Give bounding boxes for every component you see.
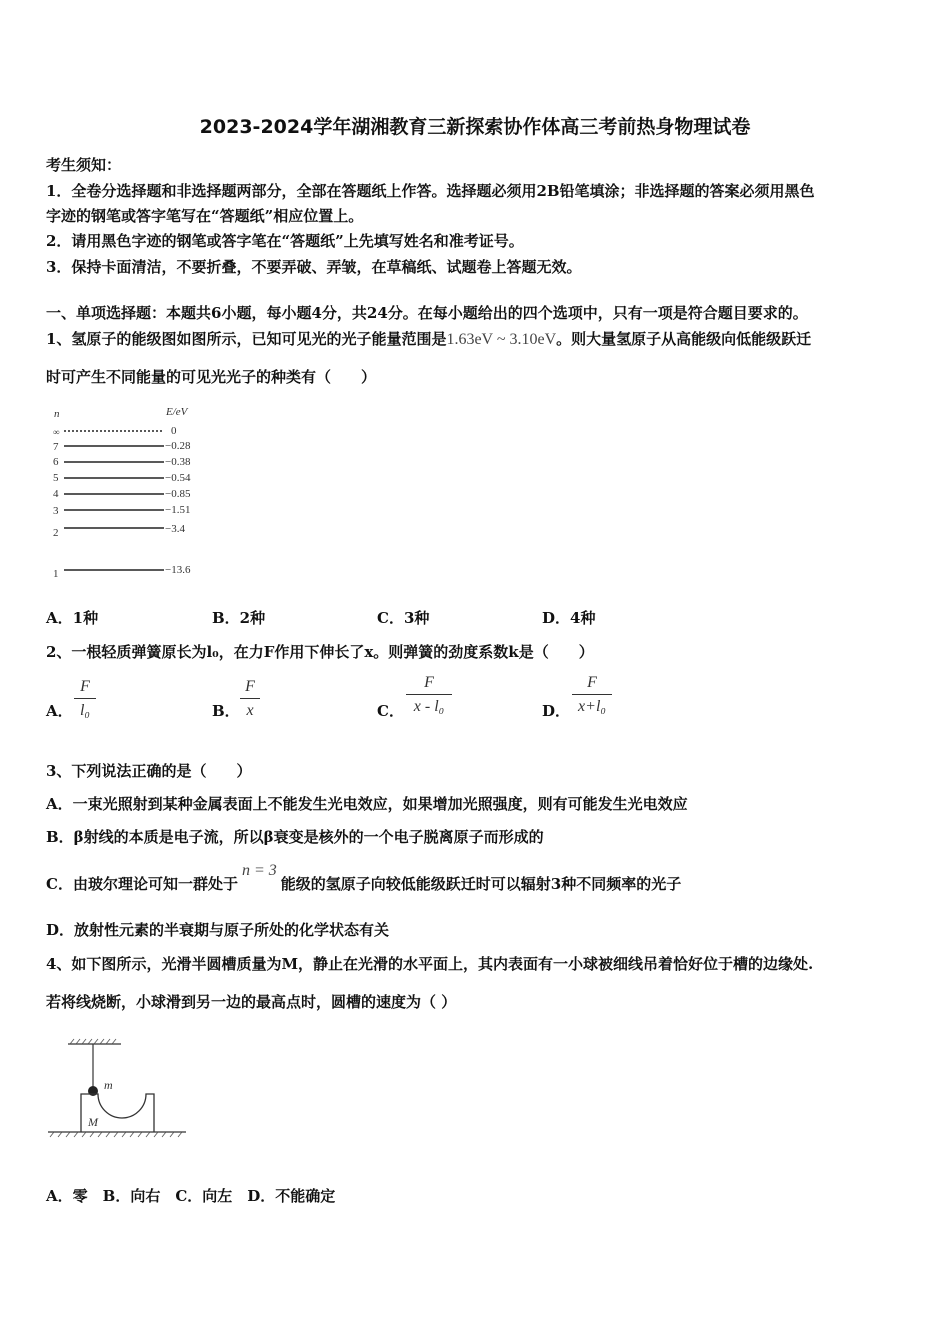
level-energy: −0.28 [165, 440, 191, 452]
notice-item: 字迹的钢笔或答字笔写在“答题纸”相应位置上。 [46, 207, 364, 225]
q4-stem-line2: 若将线烧断，小球滑到另一边的最高点时，圆槽的速度为（ ） [46, 993, 457, 1011]
q2-option-a-fraction [74, 678, 96, 720]
fraction-bar [240, 698, 260, 699]
q1-option-c: C．3种 [377, 609, 430, 627]
q2-option-b-fraction [240, 678, 260, 720]
q4-options: A．零 B．向右 C．向左 D．不能确定 [46, 1187, 336, 1205]
q2-option-d-label: D． [542, 702, 571, 720]
fraction-numerator: F [80, 678, 90, 695]
level-n: ∞ [53, 427, 60, 437]
level-3 [53, 504, 190, 517]
ball-mass-label: m [104, 1078, 113, 1092]
fraction-denominator: x - l₀ [413, 698, 445, 715]
level-inf [53, 425, 177, 437]
fraction-numerator: F [424, 674, 434, 691]
semicircle-groove-diagram [46, 1036, 191, 1140]
level-n: 2 [53, 527, 59, 539]
energy-axis-label: E/eV [166, 406, 188, 418]
level-energy: −0.85 [165, 488, 191, 500]
n-axis-label: n [54, 408, 60, 420]
q2-option-c-label: C． [377, 702, 404, 720]
notice-item: 1．全卷分选择题和非选择题两部分，全部在答题纸上作答。选择题必须用2B铅笔填涂；非选择题的答案必须用黑色 [46, 182, 815, 200]
q2-option-c-fraction [406, 674, 452, 716]
q3-option-b: B．β射线的本质是电子流，所以β衰变是核外的一个电子脱离原子而形成的 [46, 828, 544, 846]
q1-stem-a: 1、氢原子的能级图如图所示，已知可见光的光子能量范围是 [46, 330, 447, 348]
q4-stem-line1: 4、如下图所示，光滑半圆槽质量为M，静止在光滑的水平面上，其内表面有一小球被细线吊着恰好位于槽的边缘处. [46, 955, 814, 973]
q3-option-d: D．放射性元素的半衰期与原子所处的化学状态有关 [46, 921, 390, 939]
exam-title: 2023-2024学年湖湘教育三新探索协作体高三考前热身物理试卷 [199, 116, 751, 138]
level-1 [53, 564, 191, 580]
section-heading: 一、单项选择题：本题共6小题，每小题4分，共24分。在每小题给出的四个选项中，只有一项是符合题目要求的。 [46, 304, 808, 322]
level-energy: 0 [171, 425, 177, 437]
q2-option-d-fraction [572, 674, 612, 716]
q1-energy-range: 1.63eV ~ 3.10eV [446, 331, 557, 348]
level-7 [53, 440, 191, 453]
energy-level-diagram [46, 400, 216, 588]
q2-option-a-label: A． [46, 702, 73, 720]
groove-mass-label: M [88, 1115, 98, 1129]
q3-stem: 3、下列说法正确的是（ ） [46, 762, 252, 780]
level-energy: −0.38 [165, 456, 191, 468]
level-energy: −13.6 [165, 564, 191, 576]
q3-option-c-pre: C．由玻尔理论可知一群处于 [46, 875, 238, 893]
q1-stem [46, 328, 811, 349]
q3-option-a: A．一束光照射到某种金属表面上不能发生光电效应，如果增加光照强度，则有可能发生光电效应 [46, 795, 688, 813]
q1-option-d: D．4种 [542, 609, 596, 627]
level-n: 5 [53, 472, 59, 484]
fraction-denominator: x+l₀ [578, 698, 606, 715]
level-energy: −1.51 [165, 504, 191, 516]
fraction-numerator: F [587, 674, 597, 691]
level-energy: −0.54 [165, 472, 191, 484]
level-4 [53, 488, 191, 500]
notice-heading: 考生须知： [46, 156, 122, 174]
q1-option-a: A．1种 [46, 609, 99, 627]
q2-option-b-label: B． [212, 702, 240, 720]
level-energy: −3.4 [165, 523, 185, 535]
q1-option-b: B．2种 [212, 609, 266, 627]
q3-option-c [46, 862, 682, 894]
q3-option-c-post: 能级的氢原子向较低能级跃迁时可以辐射3种不同频率的光子 [280, 875, 682, 893]
fraction-denominator: x [246, 702, 254, 719]
level-2 [53, 523, 185, 539]
q3-option-c-math: n = 3 [241, 862, 277, 879]
level-5 [53, 472, 191, 484]
fraction-bar [406, 694, 452, 695]
fraction-denominator: l₀ [79, 702, 90, 719]
notice-item: 2．请用黑色字迹的钢笔或答字笔在“答题纸”上先填写姓名和准考证号。 [46, 232, 524, 250]
q1-stem-line2: 时可产生不同能量的可见光光子的种类有（ ） [46, 368, 377, 386]
fraction-numerator: F [245, 678, 255, 695]
level-n: 3 [53, 505, 59, 517]
level-n: 1 [53, 568, 59, 580]
level-6 [53, 456, 191, 468]
fraction-bar [74, 698, 96, 699]
fraction-bar [572, 694, 612, 695]
q1-stem-b: 。则大量氢原子从高能级向低能级跃迁 [556, 330, 812, 348]
notice-item: 3．保持卡面清洁，不要折叠，不要弄破、弄皱，在草稿纸、试题卷上答题无效。 [46, 258, 582, 276]
level-n: 4 [53, 488, 59, 500]
level-n: 7 [53, 441, 59, 453]
level-n: 6 [53, 456, 59, 468]
q2-stem: 2、一根轻质弹簧原长为l₀，在力F作用下伸长了x。则弹簧的劲度系数k是（ ） [46, 643, 594, 661]
